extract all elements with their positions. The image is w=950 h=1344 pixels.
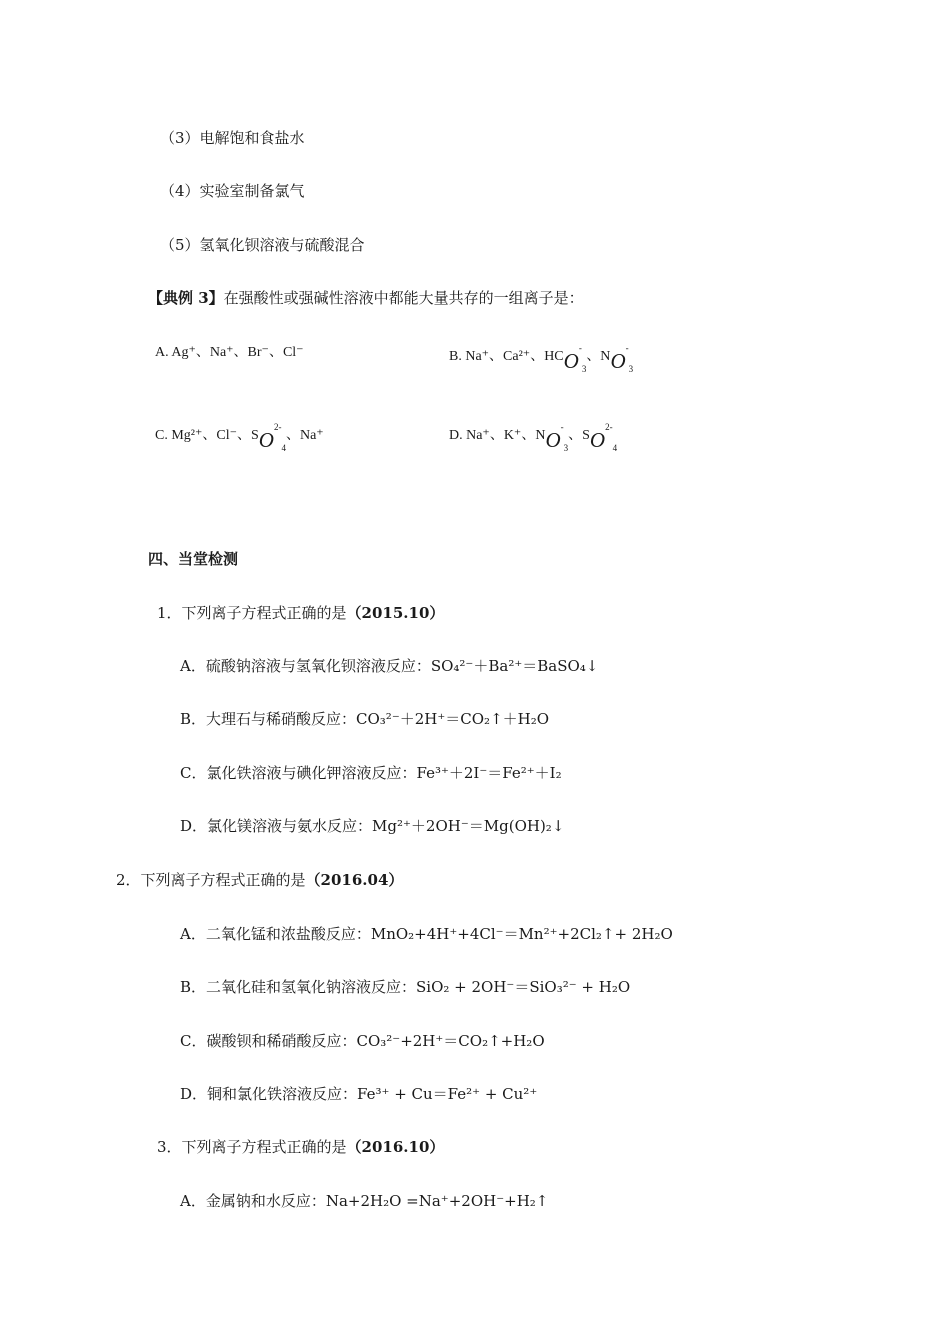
example-3-option-d bbox=[449, 422, 618, 453]
q1-stem-text: 1．下列离子方程式正确的是 bbox=[157, 604, 347, 622]
q1-option-d: D．氯化镁溶液与氨水反应：Mg²⁺＋2OH⁻＝Mg(OH)₂↓ bbox=[180, 817, 565, 835]
option-b-mid: 、N bbox=[586, 349, 611, 364]
option-b-o-2: O bbox=[610, 349, 626, 373]
option-b-charge-2: - bbox=[625, 343, 629, 353]
option-b-o-1: O bbox=[563, 349, 579, 373]
option-d-prefix: D. Na⁺、K⁺、N bbox=[449, 428, 546, 443]
option-c-charge: 2- bbox=[273, 422, 282, 432]
q2-option-c: C．碳酸钡和稀硝酸反应：CO₃²⁻+2H⁺＝CO₂↑+H₂O bbox=[180, 1032, 545, 1050]
q2-option-a: A．二氧化锰和浓盐酸反应：MnO₂+4H⁺+4Cl⁻＝Mn²⁺+2Cl₂↑+ 2H₂O bbox=[180, 925, 673, 943]
example-3-option-b bbox=[449, 343, 634, 374]
q2-stem bbox=[116, 870, 403, 890]
option-d-o-2: O bbox=[589, 428, 606, 452]
option-d-sub-2: 4 bbox=[612, 443, 618, 453]
q1-year: （2015.10） bbox=[346, 604, 445, 622]
option-c-o: O bbox=[258, 428, 274, 452]
option-d-mid: 、S bbox=[568, 428, 590, 443]
option-c-sub: 4 bbox=[281, 443, 286, 453]
q2-stem-text: 2．下列离子方程式正确的是 bbox=[116, 871, 306, 889]
q1-option-b: B．大理石与稀硝酸反应：CO₃²⁻＋2H⁺＝CO₂↑＋H₂O bbox=[180, 710, 550, 728]
q2-option-d: D．铜和氯化铁溶液反应：Fe³⁺ + Cu＝Fe²⁺ + Cu²⁺ bbox=[180, 1085, 538, 1103]
item-5: （5）氢氧化钡溶液与硫酸混合 bbox=[160, 236, 365, 254]
q1-stem bbox=[157, 603, 444, 623]
q3-option-a: A．金属钠和水反应：Na+2H₂O =Na⁺+2OH⁻+H₂↑ bbox=[180, 1192, 549, 1210]
example-tag: 【典例 3】 bbox=[148, 289, 224, 307]
example-question: 在强酸性或强碱性溶液中都能大量共存的一组离子是： bbox=[223, 289, 584, 307]
option-d-charge-2: 2- bbox=[605, 422, 613, 432]
q3-stem-text: 3．下列离子方程式正确的是 bbox=[157, 1138, 347, 1156]
section-4-title: 四、当堂检测 bbox=[148, 550, 239, 568]
option-c-suffix: 、Na⁺ bbox=[285, 428, 324, 443]
q1-option-c: C．氯化铁溶液与碘化钾溶液反应：Fe³⁺＋2I⁻＝Fe²⁺＋I₂ bbox=[180, 764, 562, 782]
example-3-heading bbox=[148, 288, 584, 308]
option-d-o-1: O bbox=[545, 428, 561, 452]
q3-stem bbox=[157, 1137, 444, 1157]
option-c-prefix: C. Mg²⁺、Cl⁻、S bbox=[155, 428, 259, 443]
q2-option-b: B．二氧化硅和氢氧化钠溶液反应：SiO₂ + 2OH⁻＝SiO₃²⁻ + H₂O bbox=[180, 978, 631, 996]
q1-option-a: A．硫酸钠溶液与氢氧化钡溶液反应：SO₄²⁻＋Ba²⁺＝BaSO₄↓ bbox=[180, 657, 599, 675]
item-3: （3）电解饱和食盐水 bbox=[160, 129, 305, 147]
q3-year: （2016.10） bbox=[346, 1138, 445, 1156]
option-b-prefix: B. Na⁺、Ca²⁺、HC bbox=[449, 349, 564, 364]
q2-year: （2016.04） bbox=[305, 871, 404, 889]
example-3-option-c bbox=[155, 422, 324, 453]
item-4: （4）实验室制备氯气 bbox=[160, 182, 305, 200]
option-b-sub-2: 3 bbox=[628, 364, 634, 374]
example-3-option-a: A. Ag⁺、Na⁺、Br⁻、Cl⁻ bbox=[155, 345, 304, 360]
option-b-charge-1: - bbox=[578, 343, 582, 353]
option-d-sub-1: 3 bbox=[563, 443, 569, 453]
option-d-charge-1: - bbox=[560, 422, 564, 432]
option-b-sub-1: 3 bbox=[581, 364, 587, 374]
